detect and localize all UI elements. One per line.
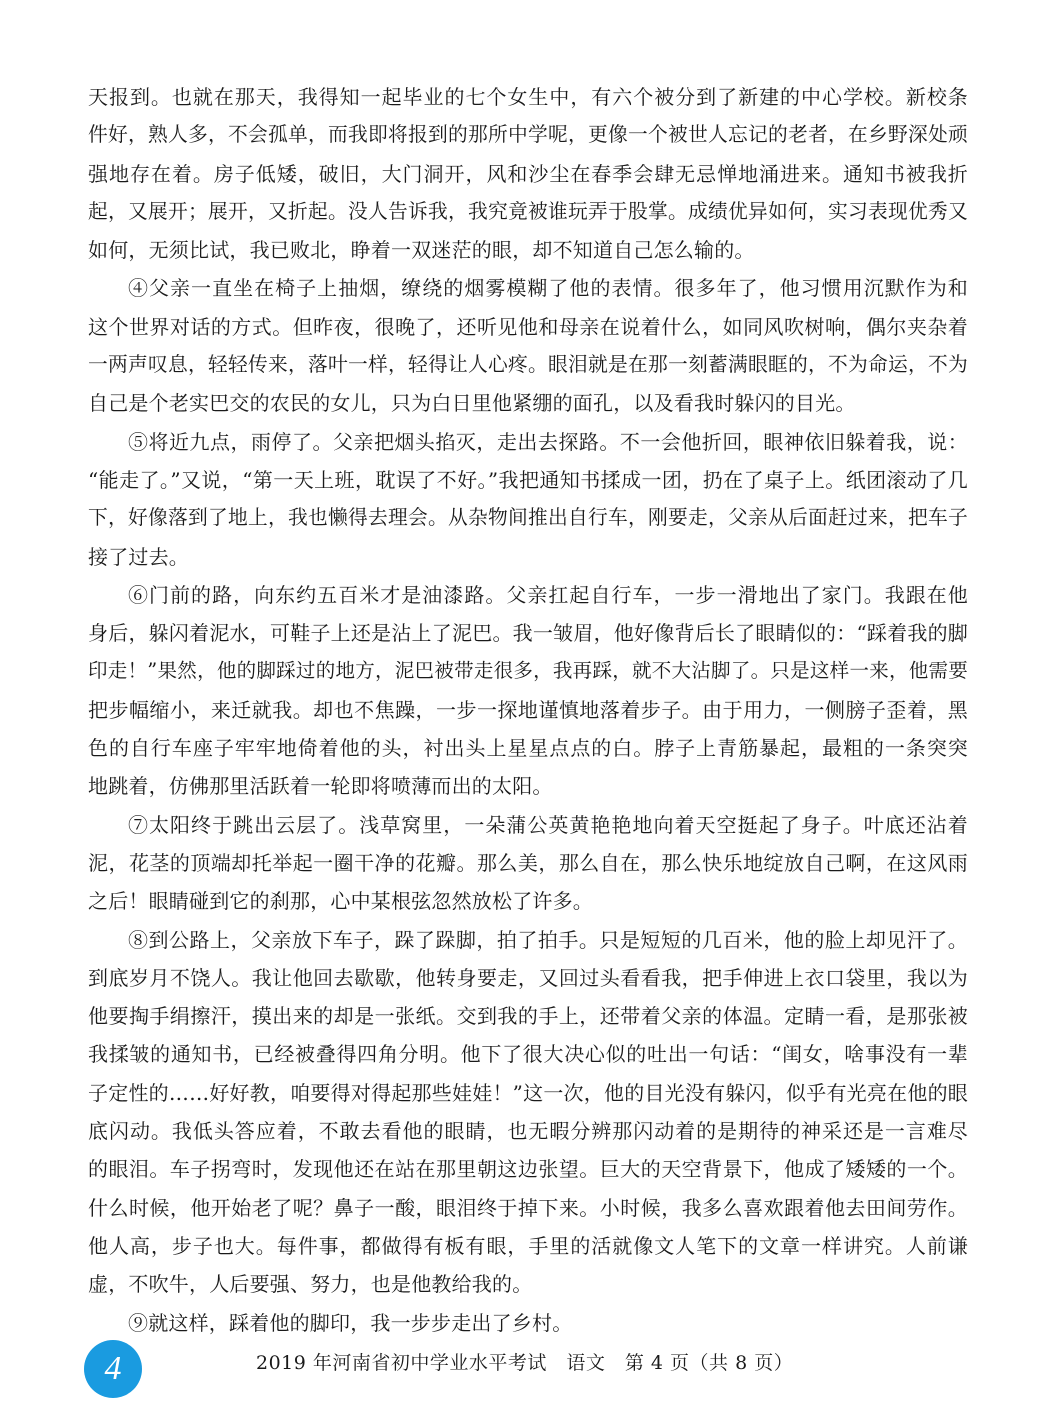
text-line: 一两声叹息，轻轻传来，落叶一样，轻得让人心疼。眼泪就是在那一刻蓄满眼眶的，不为命运，不为 xyxy=(88,353,968,377)
text-line: 的眼泪。车子拐弯时，发现他还在站在那里朝这边张望。巨大的天空背景下，他成了矮矮的一个。 xyxy=(88,1157,968,1182)
text-line: 虚，不吹牛，人后要强、努力，也是他教给我的。 xyxy=(88,1272,533,1297)
text-line: 把步幅缩小，来迁就我。却也不焦躁，一步一探地谨慎地落着步子。由于用力，一侧膀子歪着，黑 xyxy=(88,697,968,722)
text-line: 泥，花茎的顶端却托举起一圈干净的花瓣。那么美，那么自在，那么快乐地绽放自己啊，在这风雨 xyxy=(88,850,968,875)
text-line: 接了过去。 xyxy=(88,544,189,569)
text-line: 我揉皱的通知书，已经被叠得四角分明。他下了很大决心似的吐出一句话：“闺女，啥事没有一辈 xyxy=(88,1042,968,1067)
text-line: 之后！眼睛碰到它的刹那，心中某根弦忽然放松了许多。 xyxy=(88,889,593,914)
text-line: 下，好像落到了地上，我也懒得去理会。从杂物间推出自行车，刚要走，父亲从后面赶过来，把车子 xyxy=(88,506,968,530)
text-line: ⑦太阳终于跳出云层了。浅草窝里，一朵蒲公英黄艳艳地向着天空挺起了身子。叶底还沾着 xyxy=(128,812,968,837)
footer-caption: 2019 年河南省初中学业水平考试 语文 第 4 页（共 8 页） xyxy=(256,1352,794,1374)
text-line: ⑤将近九点，雨停了。父亲把烟头掐灭，走出去探路。不一会他折回，眼神依旧躲着我，说： xyxy=(128,429,968,454)
text-line: 地跳着，仿佛那里活跃着一轮即将喷薄而出的太阳。 xyxy=(88,774,553,799)
text-line: “能走了。”又说，“第一天上班，耽误了不好。”我把通知书揉成一团，扔在了桌子上。纸团滚动了几 xyxy=(88,467,968,492)
text-line: 起，又展开；展开，又折起。没人告诉我，我究竟被谁玩弄于股掌。成绩优异如何，实习表现优秀又 xyxy=(88,199,968,223)
text-line: 身后，躲闪着泥水，可鞋子上还是沾上了泥巴。我一皱眉，他好像背后长了眼睛似的：“踩着我的脚 xyxy=(88,621,968,646)
text-line: 什么时候，他开始老了呢？鼻子一酸，眼泪终于掉下来。小时候，我多么喜欢跟着他去田间劳作。 xyxy=(88,1195,968,1220)
text-line: ④父亲一直坐在椅子上抽烟，缭绕的烟雾模糊了他的表情。很多年了，他习惯用沉默作为和 xyxy=(128,276,968,301)
text-line: 印走！”果然，他的脚踩过的地方，泥巴被带走很多，我再踩，就不大沾脚了。只是这样一来，他需要 xyxy=(88,659,968,683)
text-line: 天报到。也就在那天，我得知一起毕业的七个女生中，有六个被分到了新建的中心学校。新校条 xyxy=(88,85,968,109)
text-line: 到底岁月不饶人。我让他回去歇歇，他转身要走，又回过头看看我，把手伸进上衣口袋里，我以为 xyxy=(88,965,968,990)
text-line: 强地存在着。房子低矮，破旧，大门洞开，风和沙尘在春季会肆无忌惮地涌进来。通知书被我折 xyxy=(88,161,968,186)
article-body xyxy=(88,78,968,1342)
text-line: 件好，熟人多，不会孤单，而我即将报到的那所中学呢，更像一个被世人忘记的老者，在乡野深处顽 xyxy=(88,123,968,147)
text-line: 色的自行车座子牢牢地倚着他的头，衬出头上星星点点的白。脖子上青筋暴起，最粗的一条突突 xyxy=(88,736,968,761)
text-line: ⑨就这样，踩着他的脚印，我一步步走出了乡村。 xyxy=(128,1310,573,1335)
text-line: ⑧到公路上，父亲放下车子，跺了跺脚，拍了拍手。只是短短的几百米，他的脸上却见汗了。 xyxy=(128,927,968,952)
page-footer xyxy=(0,1328,1048,1400)
page-number-badge: 4 xyxy=(84,1340,142,1398)
text-line: 底闪动。我低头答应着，不敢去看他的眼睛，也无暇分辨那闪动着的是期待的神采还是一言难尽 xyxy=(88,1119,968,1144)
text-line: 这个世界对话的方式。但昨夜，很晚了，还听见他和母亲在说着什么，如同风吹树响，偶尔夹杂着 xyxy=(88,314,968,339)
text-line: 子定性的……好好教，咱要得对得起那些娃娃！”这一次，他的目光没有躲闪，似乎有光亮在他的眼 xyxy=(88,1080,968,1105)
text-line: 如何，无须比试，我已败北，睁着一双迷茫的眼，却不知道自己怎么输的。 xyxy=(88,238,755,263)
text-line: ⑥门前的路，向东约五百米才是油漆路。父亲扛起自行车，一步一滑地出了家门。我跟在他 xyxy=(128,582,968,607)
text-line: 他人高，步子也大。每件事，都做得有板有眼，手里的活就像文人笔下的文章一样讲究。人前谦 xyxy=(88,1233,968,1258)
text-line: 他要掏手绢擦汗，摸出来的却是一张纸。交到我的手上，还带着父亲的体温。定睛一看，是那张被 xyxy=(88,1004,968,1029)
text-line: 自己是个老实巴交的农民的女儿，只为白日里他紧绷的面孔，以及看我时躲闪的目光。 xyxy=(88,391,856,416)
